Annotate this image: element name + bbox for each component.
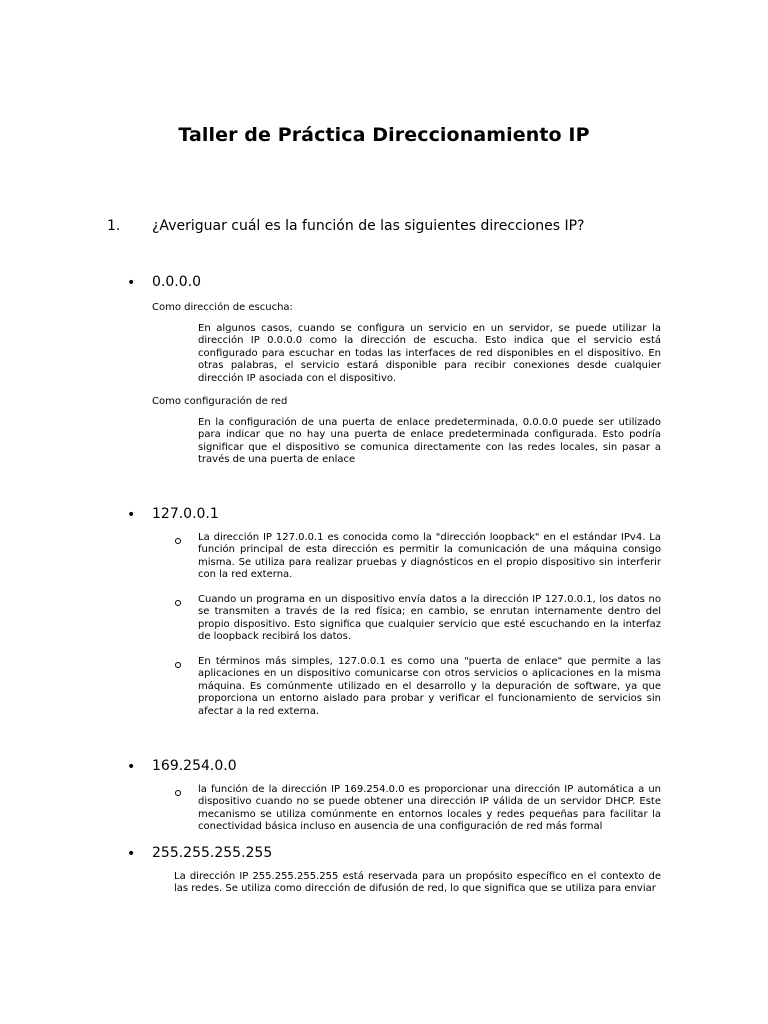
question-text: ¿Averiguar cuál es la función de las siguientes direcciones IP? <box>152 218 585 234</box>
subsection-text-network: En la configuración de una puerta de enlace predeterminada, 0.0.0.0 puede ser utilizado para indicar que no hay una puerta de enlace predeterminada configurada. Esto podría significar que el dispositivo se comunica directamente con las redes locales, sin pasar a través de una puerta de enlace <box>198 417 661 466</box>
list-item: En términos más simples, 127.0.0.1 es como una "puerta de enlace" que permite a las aplicaciones en un dispositivo comunicarse con otros servicios o aplicaciones en la misma máquina. Es comúnmente utilizado en el desarrollo y la depuración de software, ya que proporciona un entorno aislado para probar y verificar el funcionamiento de servicios sin afectar a la red externa. <box>198 656 661 717</box>
bullet-icon: • <box>127 275 136 291</box>
subsection-text-listen: En algunos casos, cuando se configura un servicio en un servidor, se puede utilizar la dirección IP 0.0.0.0 como la dirección de escucha. Esto indica que el servicio está configurado para escuchar en todas las interfaces de red disponibles en el dispositivo. En otras palabras, el servicio estará disponible para recibir conexiones desde cualquier dirección IP asociada con el dispositivo. <box>198 323 661 384</box>
section-heading-apipa: 169.254.0.0 <box>152 758 237 774</box>
bullet-icon: • <box>127 759 136 775</box>
section-text-broadcast: La dirección IP 255.255.255.255 está reservada para un propósito específico en el contexto de las redes. Se utiliza como dirección de difusión de red, lo que significa que se utiliza para enviar <box>174 871 661 895</box>
circle-bullet-icon <box>175 662 181 668</box>
bullet-icon: • <box>127 846 136 862</box>
list-item: la función de la dirección IP 169.254.0.0 es proporcionar una dirección IP automática a un dispositivo cuando no se puede obtener una dirección IP válida de un servidor DHCP. Este mecanismo se utiliza comúnmente en entornos locales y redes pequeñas para facilitar la conectividad básica incluso en ausencia de una configuración de red más formal <box>198 784 661 833</box>
page-title: Taller de Práctica Direccionamiento IP <box>178 124 590 146</box>
section-heading-0000: 0.0.0.0 <box>152 274 201 290</box>
section-heading-broadcast: 255.255.255.255 <box>152 845 273 861</box>
subsection-label-network: Como configuración de red <box>152 396 288 407</box>
list-item: La dirección IP 127.0.0.1 es conocida como la "dirección loopback" en el estándar IPv4. La función principal de esta dirección es permitir la comunicación de una máquina consigo misma. Se utiliza para realizar pruebas y diagnósticos en el propio dispositivo sin interferir con la red externa. <box>198 532 661 581</box>
section-heading-loopback: 127.0.0.1 <box>152 506 219 522</box>
question-number: 1. <box>107 218 121 234</box>
subsection-label-listen: Como dirección de escucha: <box>152 302 293 313</box>
circle-bullet-icon <box>175 790 181 796</box>
circle-bullet-icon <box>175 538 181 544</box>
bullet-icon: • <box>127 507 136 523</box>
circle-bullet-icon <box>175 600 181 606</box>
list-item: Cuando un programa en un dispositivo envía datos a la dirección IP 127.0.0.1, los datos no se transmiten a través de la red física; en cambio, se enrutan internamente dentro del propio dispositivo. Esto significa que cualquier servicio que esté escuchando en la interfaz de loopback recibirá los datos. <box>198 594 661 643</box>
